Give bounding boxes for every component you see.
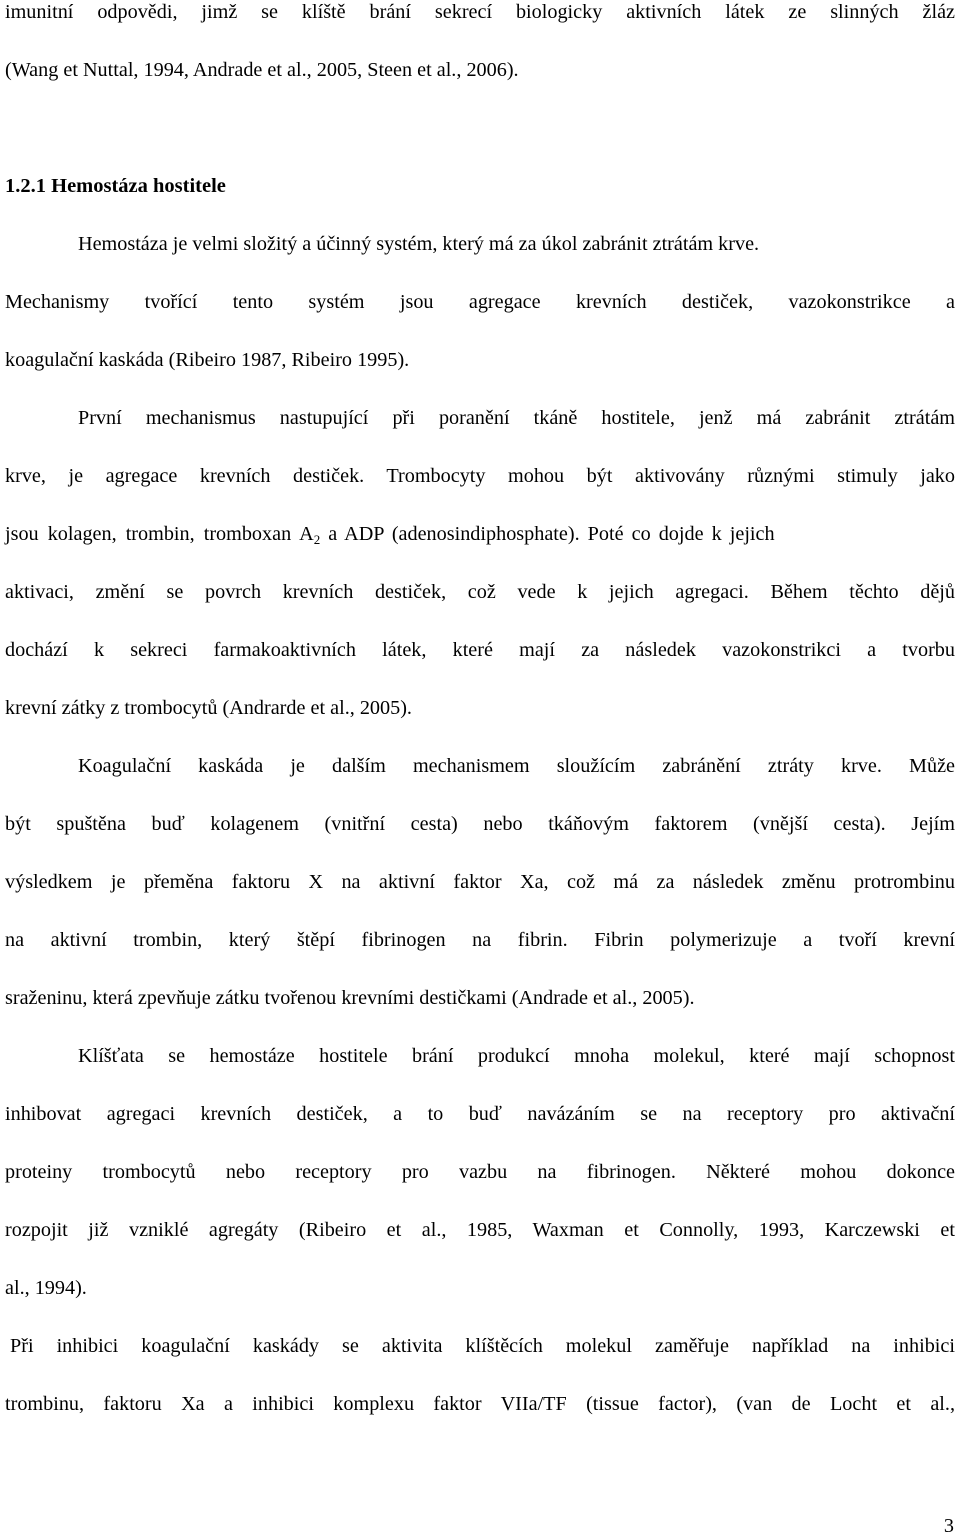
text-line: První mechanismus nastupující při poranění tkáně hostitele, jenž má zabránit ztrátám xyxy=(78,407,955,429)
text-line xyxy=(5,522,955,546)
text-line: být spuštěna buď kolagenem (vnitřní cesta) nebo tkáňovým faktorem (vnější cesta). Jejím xyxy=(5,813,955,835)
text-line: aktivaci, změní se povrch krevních destiček, což vede k jejich agregaci. Během těchto dějů xyxy=(5,581,955,603)
text-line: na aktivní trombin, který štěpí fibrinogen na fibrin. Fibrin polymerizuje a tvoří krevní xyxy=(5,929,955,951)
text-line: (Wang et Nuttal, 1994, Andrade et al., 2005, Steen et al., 2006). xyxy=(5,59,519,81)
text-line: proteiny trombocytů nebo receptory pro vazbu na fibrinogen. Některé mohou dokonce xyxy=(5,1161,955,1183)
text-fragment: a ADP (adenosindiphosphate). Poté co dojde k jejich xyxy=(320,523,775,545)
text-line: inhibovat agregaci krevních destiček, a to buď navázáním se na receptory pro aktivační xyxy=(5,1103,955,1125)
text-line: sraženinu, která zpevňuje zátku tvořenou krevními destičkami (Andrade et al., 2005). xyxy=(5,987,695,1009)
text-line: Koagulační kaskáda je dalším mechanismem sloužícím zabránění ztráty krve. Může xyxy=(78,755,955,777)
text-line: rozpojit již vzniklé agregáty (Ribeiro et al., 1985, Waxman et Connolly, 1993, Karczewski et xyxy=(5,1219,955,1241)
text-line: Klíšťata se hemostáze hostitele brání produkcí mnoha molekul, které mají schopnost xyxy=(78,1045,955,1067)
text-fragment: jsou kolagen, trombin, tromboxan A xyxy=(5,523,314,545)
page-number: 3 xyxy=(943,1515,954,1537)
text-line: al., 1994). xyxy=(5,1277,87,1299)
text-line: Mechanismy tvořící tento systém jsou agregace krevních destiček, vazokonstrikce a xyxy=(5,291,955,313)
text-line: krve, je agregace krevních destiček. Trombocyty mohou být aktivovány různými stimuly jako xyxy=(5,465,955,487)
text-line: Hemostáza je velmi složitý a účinný systém, který má za úkol zabránit ztrátám krve. xyxy=(78,233,760,255)
section-heading: 1.2.1 Hemostáza hostitele xyxy=(5,175,226,197)
text-line: imunitní odpovědi, jimž se klíště brání sekrecí biologicky aktivních látek ze slinných žláz xyxy=(5,1,955,23)
text-line: koagulační kaskáda (Ribeiro 1987, Ribeiro 1995). xyxy=(5,349,410,371)
text-line: Při inhibici koagulační kaskády se aktivita klíštěcích molekul zaměřuje například na inhibici xyxy=(10,1335,955,1357)
text-line: krevní zátky z trombocytů (Andrarde et al., 2005). xyxy=(5,697,412,719)
text-line: trombinu, faktoru Xa a inhibici komplexu faktor VIIa/TF (tissue factor), (van de Locht et al., xyxy=(5,1393,955,1415)
subscript: 2 xyxy=(313,532,321,547)
text-line: dochází k sekreci farmakoaktivních látek, které mají za následek vazokonstrikci a tvorbu xyxy=(5,639,955,661)
text-line: výsledkem je přeměna faktoru X na aktivní faktor Xa, což má za následek změnu protrombinu xyxy=(5,871,955,893)
